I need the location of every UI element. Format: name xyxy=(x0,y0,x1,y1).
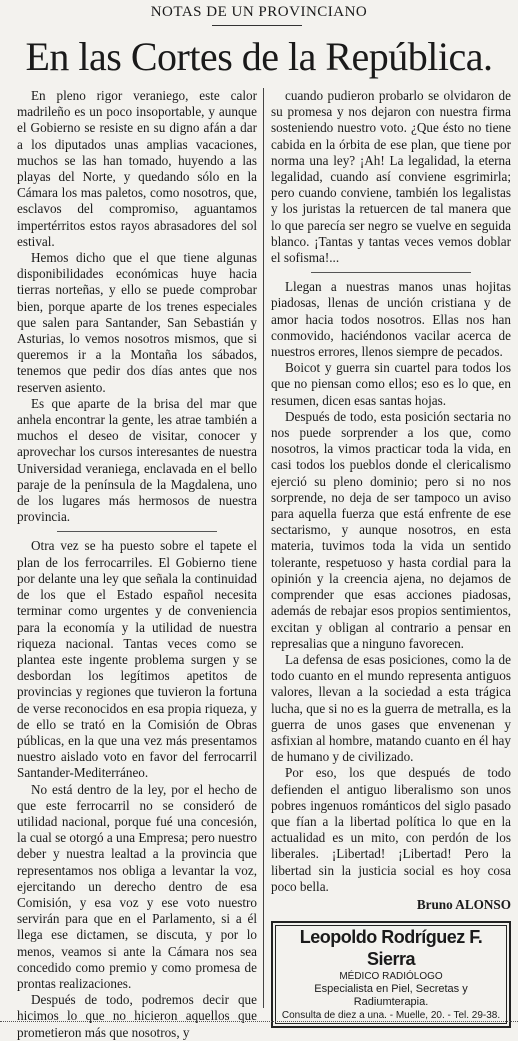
page-bottom-rule xyxy=(0,1021,518,1022)
section-separator xyxy=(311,272,471,273)
paragraph: Después de todo, esta posición sectaria no nos puede sorprender a los que, como nosotros, la vimos practicar toda la vida, en casi todos los pueblos donde el clericalismo ejerció su pleno dominio; pero si no nos sorprende, no deja de ser tampoco un aviso para aquella fuerza que está enfrente de ese sectarismo, y aunque nosotros, en esta materia, tuvimos toda la vida un sentido tolerante, respetuoso y hasta cordial para la opinión y la creencia ajena, no dejamos de comprender que esas acciones piadosas, además de rebajar esos propios sentimientos, excitan y obligan al contrario a pensar en represalias que a ninguno favorecen. xyxy=(271,408,511,651)
left-column xyxy=(17,88,257,1040)
ad-doctor-title: MÉDICO RADIÓLOGO xyxy=(339,971,443,983)
right-column xyxy=(271,88,511,1020)
ad-doctor-name: Leopoldo Rodríguez F. Sierra xyxy=(299,927,483,970)
section-separator xyxy=(57,531,217,532)
paragraph: Otra vez se ha puesto sobre el tapete el plan de los ferrocarriles. El Gobierno tiene por delante una ley que señala la continuidad de los que el Estado español necesita terminar como urgentes y de conveniencia para la economía y la utilidad de nuestra riqueza nacional. Tantas veces como se plantea este ingente problema surgen y se desbordan los legítimos apetitos de provincias y regiones que tuvieron la fortuna de verse reconocidos en esa propia riqueza, y de ello se trató en la Comisión de Obras públicas, en la que una vez más presentamos nuestro aislado voto en favor del ferrocarril Santander-Mediterráneo. xyxy=(17,538,257,781)
paragraph: En pleno rigor veraniego, este calor madrileño es un poco insoportable, y aunque el Gobierno se resiste en su digno afán a dar a los diputados unas amplias vacaciones, muchos se las han tomado, huyendo a las playas del Norte, y quedando sólo en la Cámara los mas paletos, como nosotros, que, esclavos del compromiso, aguantamos impertérritos estos rayos abrasadores del sol estival. xyxy=(17,88,257,249)
paragraph: La defensa de esas posiciones, como la de todo cuanto en el mundo representa antiguos valores, llevan a la sociedad a esta trágica lucha, que si no es la guerra de metralla, es la guerra de unos gases que envenenan y asfixian al hombre, matando cuanto en él hay de humano y de civilizado. xyxy=(271,651,511,765)
paragraph: Por eso, los que después de todo defienden el antiguo liberalismo son unos pobres ingenuos románticos del siglo pasado que fían a la libertad política lo que en la actualidad es un mito, con perdón de los liberales. ¡Libertad! ¡Libertad! Pero la libertad sin la justicia social es hoy cosa poco bella. xyxy=(271,765,511,894)
ad-address: Consulta de diez a una. - Muelle, 20. - Tel. 29-38. xyxy=(281,1010,501,1022)
paragraph: No está dentro de la ley, por el hecho de que este ferrocarril no se consideró de utilidad nacional, porque fué una concesión, la cual se otorgó a una Empresa; pero nuestro deber y nuestra lealtad a la provincia que representamos nos obliga a levantar la voz, ejercitando un derecho dentro de esa Comisión, y esa voz y ese voto nuestro servirán para que en el Parlamento, si a él llega ese dictamen, se discuta, y por lo menos, veamos si ante la Cámara nos sea concedido como premio y como promesa de prontas realizaciones. xyxy=(17,781,257,991)
column-divider xyxy=(263,88,264,1008)
author-signature: Bruno ALONSO xyxy=(416,896,511,912)
paragraph: Es que aparte de la brisa del mar que anhela encontrar la gente, les atrae también a muchos el deseo de visitar, conocer y aprovechar los cursos interesantes de nuestra Universidad veraniega, enclavada en el bello paraje de la península de la Magdalena, uno de los lugares más hermosos de nuestra provincia. xyxy=(17,395,257,525)
paragraph: Hemos dicho que el que tiene algunas disponibilidades económicas huye hacia tierras norteñas, y ello se puede comprobar bien, porque aparte de los trenes especiales que salen para Santander, San Sebastián y Asturias, lo vemos nosotros mismos, que si queremos ir a la Montaña los sábados, tenemos que pedir dos días antes que nos reserven asiento. xyxy=(17,250,257,395)
doctor-advertisement xyxy=(271,921,511,1028)
paragraph: cuando pudieron probarlo se olvidaron de su promesa y nos dejaron con nuestra firma sosteniendo nuestro voto. ¿Que ésto no tiene cabida en la órbita de ese plan, que tiene por norma una ley? ¡Ah! La legalidad, la eterna legalidad, cuando así conviene esgrimirla; pero cuando conviene, también los legalistas y los juristas la retuercen de tal manera que lo que parecía ser negro se vuelve en seguida blanco. ¡Tantas y tantas veces vemos doblar el sofisma!... xyxy=(271,88,511,266)
paragraph: Boicot y guerra sin cuartel para todos los que no piensan como ellos; eso es lo que, en resumen, dicen esas santas hojas. xyxy=(271,360,511,408)
paragraph: Llegan a nuestras manos unas hojitas piadosas, llenas de unción cristiana y de amor hacia todos nosotros. Ellas nos han conmovido, haciéndonos vacilar acerca de nuestros errores, llenos siempre de pecados. xyxy=(271,279,511,360)
section-kicker: NOTAS DE UN PROVINCIANO xyxy=(150,4,368,20)
article-headline: En las Cortes de la República. xyxy=(25,34,493,79)
paragraph: Después de todo, podremos decir que hicimos lo que no hicieron aquellos que prometieron más que nosotros, y xyxy=(17,992,257,1040)
ad-specialty: Especialista en Piel, Secretas y Radiumterapia. xyxy=(314,983,468,1009)
kicker-rule xyxy=(212,25,302,26)
